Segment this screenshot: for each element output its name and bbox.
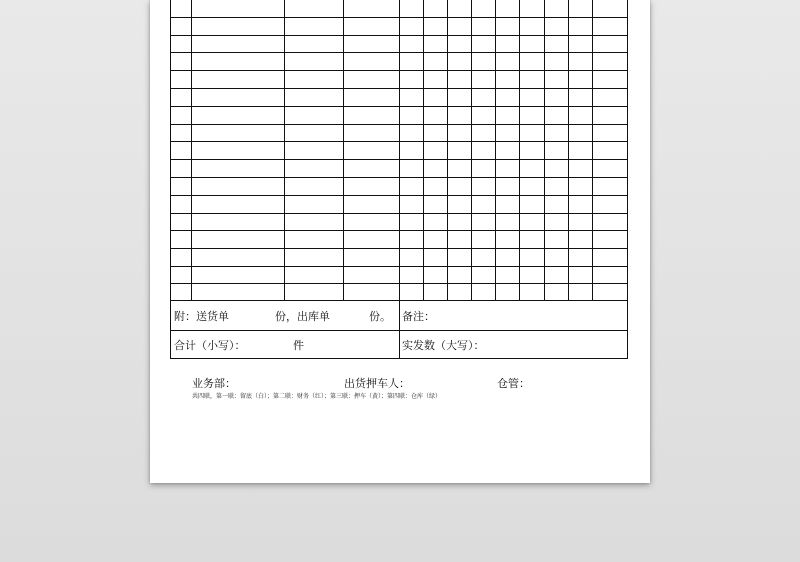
table-row (170, 70, 628, 71)
attach-prefix-label: 附：送货单 (174, 310, 229, 323)
table-row (170, 159, 628, 160)
table-row (170, 248, 628, 249)
dept-label: 业务部： (192, 377, 236, 390)
table-row (170, 213, 628, 214)
actual-large-label: 实发数（大写）： (402, 339, 485, 352)
grid-vline (495, 0, 496, 300)
total-small-label: 合计（小写）： (174, 339, 246, 352)
grid-vline (399, 0, 400, 300)
grid-vline (544, 0, 545, 300)
table-row (170, 17, 628, 18)
grid-vline (343, 0, 344, 300)
grid-vline (170, 0, 171, 300)
table-row (170, 195, 628, 196)
summary-table (170, 300, 628, 359)
escort-label: 出货押车人： (344, 377, 410, 390)
table-row (170, 88, 628, 89)
remarks-label: 备注： (402, 310, 435, 323)
summary-divider (399, 301, 400, 358)
table-row (170, 106, 628, 107)
attach-suffix-label: 份。 (369, 310, 391, 323)
grid-vline (191, 0, 192, 300)
grid-vline (592, 0, 593, 300)
table-row (170, 266, 628, 267)
table-row (170, 52, 628, 53)
table-row (170, 35, 628, 36)
grid-vline (471, 0, 472, 300)
warehouse-label: 仓管： (497, 377, 530, 390)
table-row (170, 141, 628, 142)
grid-vline (284, 0, 285, 300)
grid-vline (447, 0, 448, 300)
grid-vline (568, 0, 569, 300)
grid-vline (627, 0, 628, 300)
copies-note: 共四联，第一联：留底（白）；第二联：财务（红）；第三联：押车（黄）；第四联：仓库（绿） (192, 393, 442, 400)
grid-vline (423, 0, 424, 300)
table-row (170, 177, 628, 178)
total-unit-label: 件 (293, 339, 304, 352)
table-row (170, 283, 628, 284)
item-table-grid (170, 0, 628, 300)
table-row (170, 230, 628, 231)
grid-vline (519, 0, 520, 300)
attach-mid-label: 份，出库单 (275, 310, 330, 323)
table-row (170, 124, 628, 125)
